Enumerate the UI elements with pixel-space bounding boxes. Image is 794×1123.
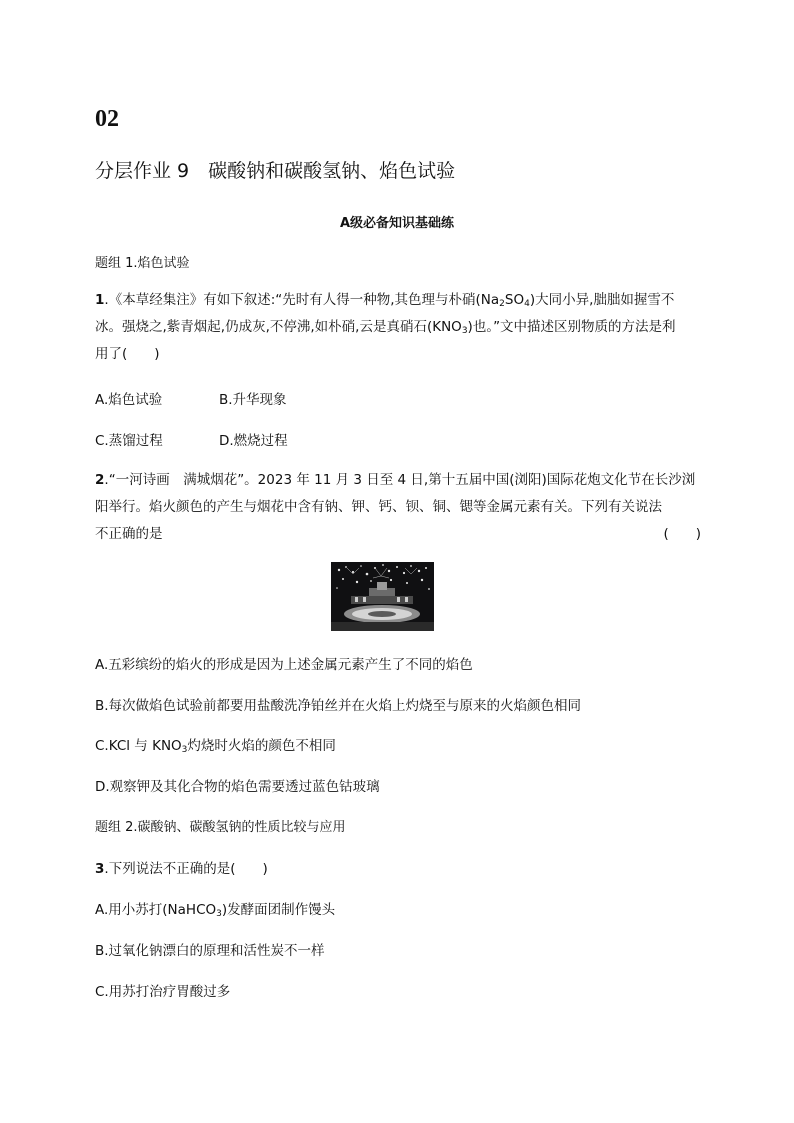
question-1-line-2: 冰。强烧之,紫青烟起,仍成灰,不停沸,如朴硝,云是真硝石$(KNO_3)$也。”文中描述区别物质的方法是利 <box>95 319 676 336</box>
question-group-1-label: 题组 1.焰色试验 <box>95 256 190 271</box>
question-1-option-d[interactable]: D.燃烧过程 <box>219 433 288 449</box>
question-2-line-3: 不正确的是 ( ) <box>95 521 701 548</box>
question-2-option-c[interactable]: C.KCl 与 $KNO_3$灼烧时火焰的颜色不相同 <box>95 738 336 755</box>
question-2-option-b[interactable]: B.每次做焰色试验前都要用盐酸洗净铂丝并在火焰上灼烧至与原来的火焰颜色相同 <box>95 698 582 714</box>
question-1-option-c[interactable]: C.蒸馏过程 <box>95 433 163 449</box>
question-3-option-a[interactable]: A.用小苏打(NaHCO$_3$)发酵面团制作馒头 <box>95 902 336 919</box>
question-2-option-d[interactable]: D.观察钾及其化合物的焰色需要透过蓝色钴玻璃 <box>95 779 380 795</box>
answer-parentheses: ( ) <box>663 526 701 542</box>
question-3-number: 3 <box>95 861 105 877</box>
question-2-number: 2 <box>95 472 105 488</box>
question-1-option-a[interactable]: A.焰色试验 <box>95 392 163 408</box>
question-2-line-2: 阳举行。焰火颜色的产生与烟花中含有钠、钾、钙、钡、铜、锶等金属元素有关。下列有关说法 <box>95 499 662 515</box>
question-1-line-3: 用了( ) <box>95 346 160 362</box>
section-heading: A级必备知识基础练 <box>339 216 455 231</box>
question-1-line-1: 1.《本草经集注》有如下叙述:“先时有人得一种物,其色理与朴硝$(Na_2SO_4)$大同小异,朏朏如握雪不 <box>95 292 675 309</box>
question-2 <box>95 467 701 548</box>
question-3: 3.下列说法不正确的是( ) <box>95 861 268 877</box>
section-number: 02 <box>95 106 119 132</box>
question-3-option-c[interactable]: C.用苏打治疗胃酸过多 <box>95 984 231 1000</box>
fireworks-photo <box>331 562 434 631</box>
question-1-number: 1 <box>95 292 105 308</box>
question-1-option-b[interactable]: B.升华现象 <box>219 392 287 408</box>
page-title: 分层作业 9 碳酸钠和碳酸氢钠、焰色试验 <box>95 160 456 182</box>
fireworks-illustration <box>331 562 434 631</box>
question-group-2-label: 题组 2.碳酸钠、碳酸氢钠的性质比较与应用 <box>95 820 346 835</box>
question-2-option-a[interactable]: A.五彩缤纷的焰火的形成是因为上述金属元素产生了不同的焰色 <box>95 657 473 673</box>
question-1 <box>95 287 705 368</box>
question-2-line-1: 2.“一河诗画 满城烟花”。2023 年 11 月 3 日至 4 日,第十五届中国(浏阳)国际花炮文化节在长沙浏 <box>95 472 696 488</box>
question-3-option-b[interactable]: B.过氧化钠漂白的原理和活性炭不一样 <box>95 943 325 959</box>
